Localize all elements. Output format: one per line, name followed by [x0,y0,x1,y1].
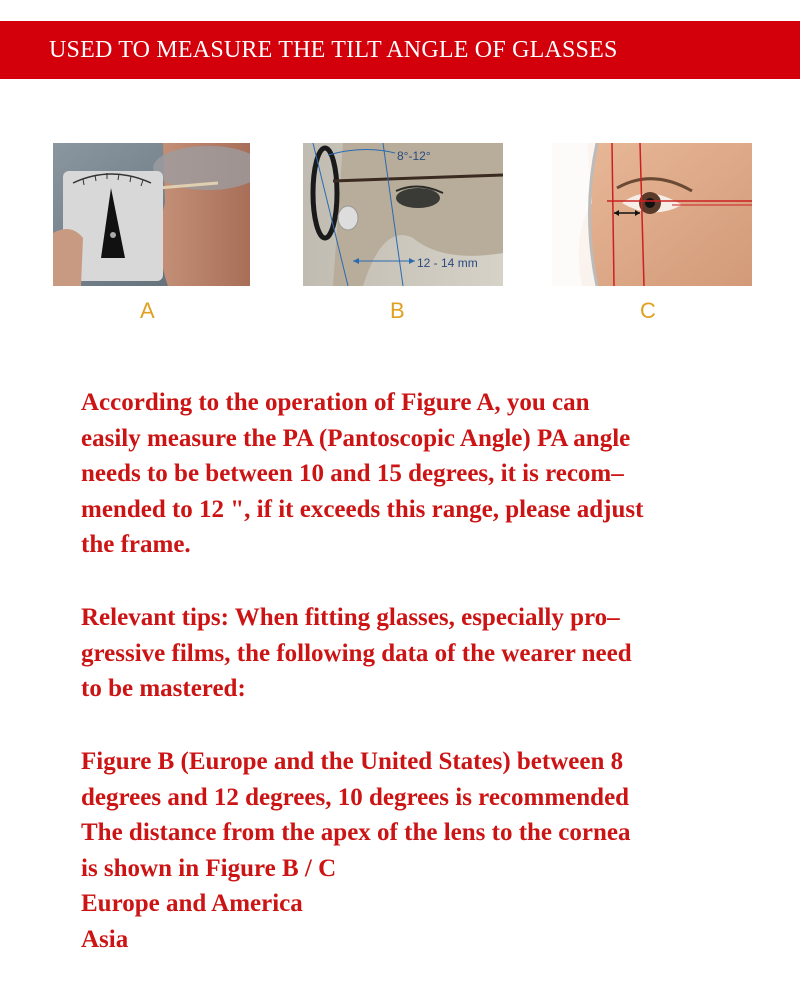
text-line: easily measure the PA (Pantoscopic Angle) PA angle [81,424,631,452]
figure-a-image [53,143,250,286]
text-line: According to the operation of Figure A, you can [81,389,590,416]
paragraph-figure-b [81,744,731,957]
figure-b-label: B [390,298,405,323]
text-line: The distance from the apex of the lens to the cornea [81,819,631,846]
text-line: Figure B (Europe and the United States) between 8 [81,748,624,775]
figure-c-image [552,143,752,286]
text-line: the frame. [81,531,191,558]
text-line: Europe and America [81,890,303,917]
text-line: degrees and 12 degrees, 10 degrees is recommended [81,783,630,811]
figure-b-distance-text: 12 - 14 mm [417,256,478,270]
text-line: Relevant tips: When fitting glasses, especially pro– [81,604,620,631]
page-title-banner [0,21,800,79]
figure-a-label: A [140,298,155,323]
text-line: to be mastered: [81,675,246,702]
figure-b-image [303,143,503,286]
text-line: gressive films, the following data of the wearer need [81,639,632,667]
figure-c-label: C [640,298,656,323]
page-title: USED TO MEASURE THE TILT ANGLE OF GLASSES [49,37,618,63]
text-line: mended to 12 ", if it exceeds this range, please adjust [81,495,644,523]
figure-b-angle-text: 8°-12° [397,149,431,163]
text-line: needs to be between 10 and 15 degrees, it is recom– [81,460,624,487]
paragraph-tips [81,600,731,707]
text-line: is shown in Figure B / C [81,854,337,882]
text-line: Asia [81,925,129,953]
paragraph-measurement [81,385,731,563]
